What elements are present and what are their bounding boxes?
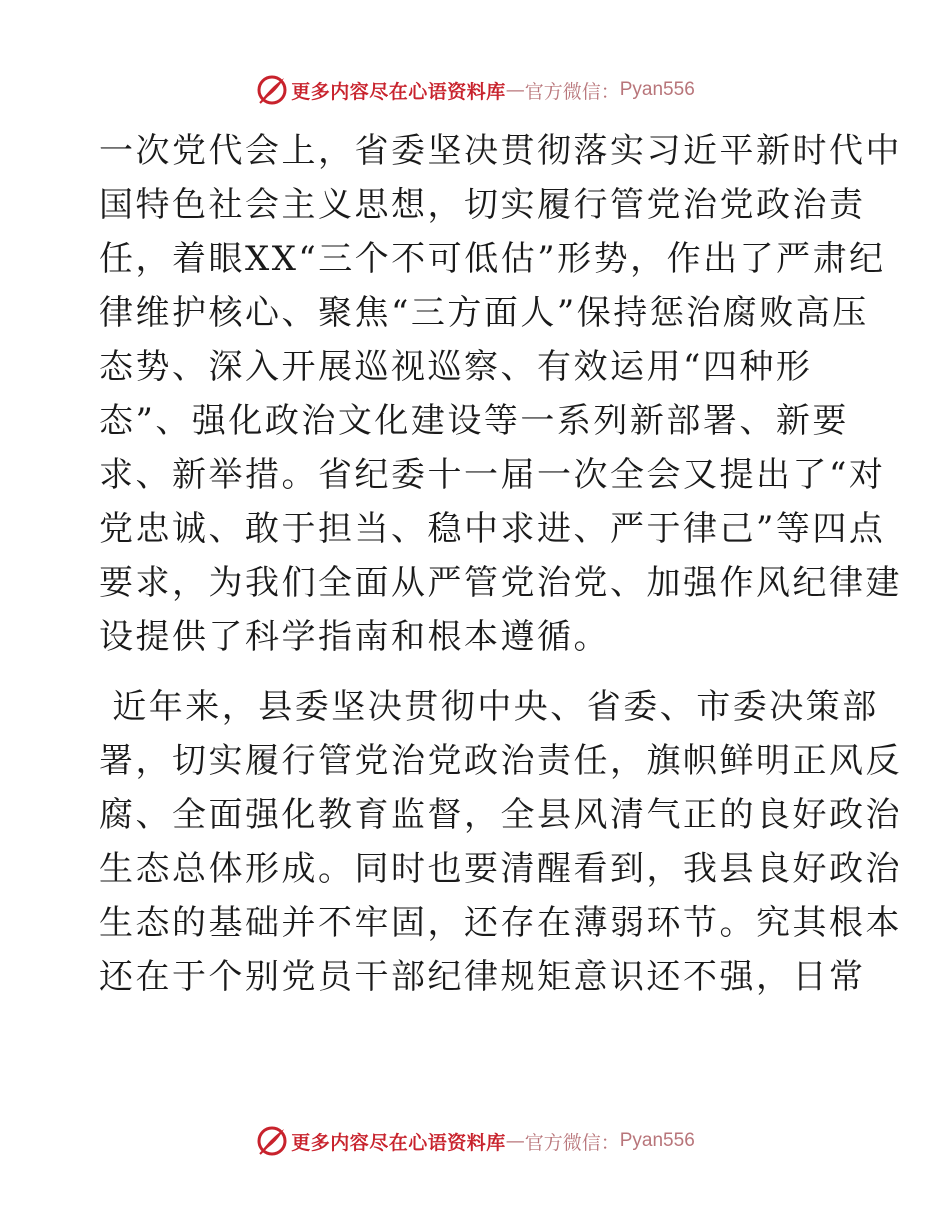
text-line: 态势、深入开展巡视巡察、有效运用“四种形 — [99, 347, 813, 387]
text-line: 设提供了科学指南和根本遵循。 — [99, 617, 610, 657]
header-wechat-id: Pyan556 — [619, 79, 695, 100]
paragraph-1 — [99, 124, 902, 664]
header-wechat-label: 官方微信： — [524, 80, 620, 103]
footer-dash: — — [505, 1130, 525, 1152]
text-line: 党忠诚、敢于担当、稳中求进、严于律己”等四点 — [99, 509, 886, 549]
feather-quill-icon — [255, 1124, 289, 1158]
document-body — [99, 124, 902, 1004]
text-line: 生态总体形成。同时也要清醒看到，我县良好政治 — [99, 849, 902, 889]
footer-banner — [0, 1121, 950, 1161]
text-line: 国特色社会主义思想，切实履行管党治党政治责 — [99, 185, 866, 225]
header-banner — [0, 70, 950, 110]
paragraph-gap — [99, 664, 899, 680]
feather-quill-icon — [255, 73, 289, 107]
text-line: 态”、强化政治文化建设等一系列新部署、新要 — [99, 401, 849, 441]
footer-wechat-id: Pyan556 — [619, 1130, 695, 1151]
text-line: 求、新举措。省纪委十一届一次全会又提出了“对 — [99, 455, 886, 495]
text-line: 署，切实履行管党治党政治责任，旗帜鲜明正风反 — [99, 741, 902, 781]
text-line: 生态的基础并不牢固，还存在薄弱环节。究其根本 — [99, 903, 902, 943]
paragraph-2 — [99, 680, 902, 1004]
header-dash: — — [505, 79, 525, 101]
text-line: 腐、全面强化教育监督，全县风清气正的良好政治 — [99, 795, 902, 835]
text-line: 近年来，县委坚决贯彻中央、省委、市委决策部 — [99, 687, 879, 727]
header-site-text: 更多内容尽在心语资料库 — [291, 80, 506, 103]
text-line: 任，着眼XX“三个不可低估”形势，作出了严肃纪 — [99, 239, 886, 279]
text-line: 一次党代会上，省委坚决贯彻落实习近平新时代中 — [99, 131, 902, 171]
text-line: 还在于个别党员干部纪律规矩意识还不强，日常 — [99, 957, 866, 997]
text-line: 律维护核心、聚焦“三方面人”保持惩治腐败高压 — [99, 293, 869, 333]
footer-wechat-label: 官方微信： — [524, 1131, 620, 1154]
footer-site-text: 更多内容尽在心语资料库 — [291, 1131, 506, 1154]
text-line: 要求，为我们全面从严管党治党、加强作风纪律建 — [99, 563, 902, 603]
